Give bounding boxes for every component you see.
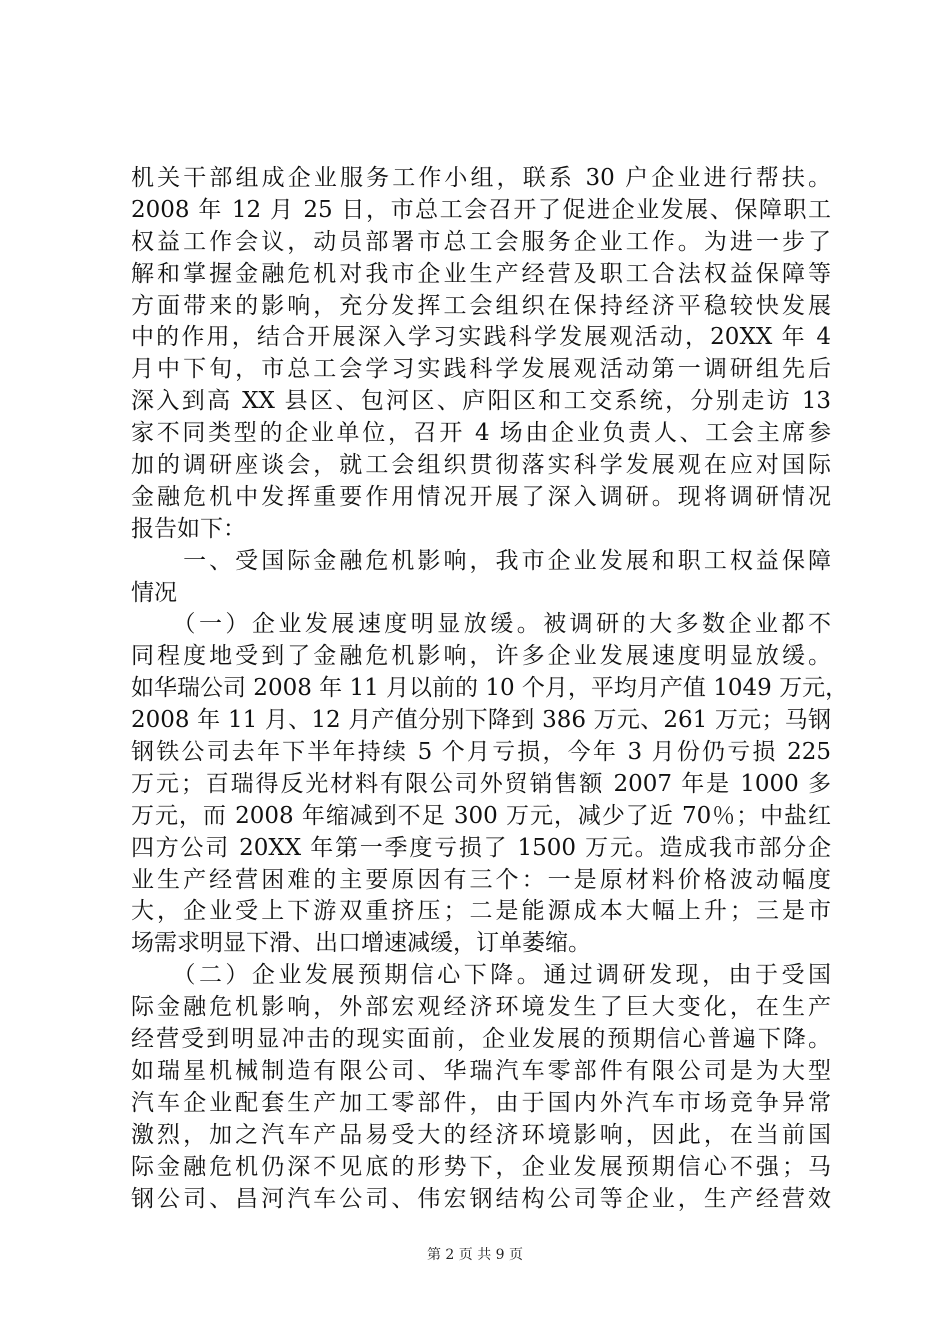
text-line: 经营受到明显冲击的现实面前，企业发展的预期信心普遍下降。 xyxy=(131,1026,831,1053)
text-line: 如瑞星机械制造有限公司、华瑞汽车零部件有限公司是为大型 xyxy=(131,1057,831,1084)
text-line: 金融危机中发挥重要作用情况开展了深入调研。现将调研情况 xyxy=(131,483,831,510)
page-number-footer: 第 2 页 共 9 页 xyxy=(426,1247,524,1263)
text-line: 业生产经营困难的主要原因有三个：一是原材料价格波动幅度 xyxy=(131,866,831,893)
text-line: 机关干部组成企业服务工作小组，联系 30 户企业进行帮扶。 xyxy=(131,165,831,191)
document-body xyxy=(131,163,849,1215)
text-line: 激烈，加之汽车产品易受大的经济环境影响，因此，在当前国 xyxy=(131,1121,831,1148)
text-line: 家不同类型的企业单位，召开 4 场由企业负责人、工会主席参 xyxy=(131,420,831,447)
text-line: 方面带来的影响，充分发挥工会组织在保持经济平稳较快发展 xyxy=(131,292,831,319)
text-line: 2008 年 12 月 25 日，市总工会召开了促进企业发展、保障职工 xyxy=(131,196,831,223)
text-line: 2008 年 11 月、12 月产值分别下降到 386 万元、261 万元；马钢 xyxy=(131,707,831,734)
text-line: 权益工作会议，动员部署市总工会服务企业工作。为进一步了 xyxy=(131,228,831,255)
text-line: 报告如下： xyxy=(131,515,246,542)
text-line: 钢公司、昌河汽车公司、伟宏钢结构公司等企业，生产经营效 xyxy=(131,1185,831,1212)
text-line: 解和掌握金融危机对我市企业生产经营及职工合法权益保障等 xyxy=(131,260,831,287)
text-line: 场需求明显下滑、出口增速减缓，订单萎缩。 xyxy=(131,930,591,957)
section-heading-line: 一、受国际金融危机影响，我市企业发展和职工权益保障 xyxy=(131,547,831,574)
text-line: 如华瑞公司 2008 年 11 月以前的 10 个月，平均月产值 1049 万元， xyxy=(131,675,849,702)
text-line: 际金融危机影响，外部宏观经济环境发生了巨大变化，在生产 xyxy=(131,994,831,1021)
section-heading-line: 情况 xyxy=(131,579,177,606)
text-line: 深入到高 XX 县区、包河区、庐阳区和工交系统，分别走访 13 xyxy=(131,388,831,415)
text-line: 月中下旬，市总工会学习实践科学发展观活动第一调研组先后 xyxy=(131,356,831,383)
text-line: 中的作用，结合开展深入学习实践科学发展观活动，20XX 年 4 xyxy=(131,324,831,351)
text-line: 大，企业受上下游双重挤压；二是能源成本大幅上升；三是市 xyxy=(131,898,831,925)
text-line: （一）企业发展速度明显放缓。被调研的大多数企业都不 xyxy=(131,611,831,638)
text-line: 万元；百瑞得反光材料有限公司外贸销售额 2007 年是 1000 多 xyxy=(131,770,831,797)
text-line: 四方公司 20XX 年第一季度亏损了 1500 万元。造成我市部分企 xyxy=(131,834,831,861)
text-line: 加的调研座谈会，就工会组织贯彻落实科学发展观在应对国际 xyxy=(131,452,831,479)
text-line: 汽车企业配套生产加工零部件，由于国内外汽车市场竞争异常 xyxy=(131,1089,831,1116)
text-line: 同程度地受到了金融危机影响，许多企业发展速度明显放缓。 xyxy=(131,643,831,670)
text-line: 际金融危机仍深不见底的形势下，企业发展预期信心不强；马 xyxy=(131,1153,831,1180)
text-line: （二）企业发展预期信心下降。通过调研发现，由于受国 xyxy=(131,962,831,989)
text-line: 万元，而 2008 年缩减到不足 300 万元，减少了近 70％；中盐红 xyxy=(131,802,831,829)
text-line: 钢铁公司去年下半年持续 5 个月亏损，今年 3 月份仍亏损 225 xyxy=(131,739,831,766)
